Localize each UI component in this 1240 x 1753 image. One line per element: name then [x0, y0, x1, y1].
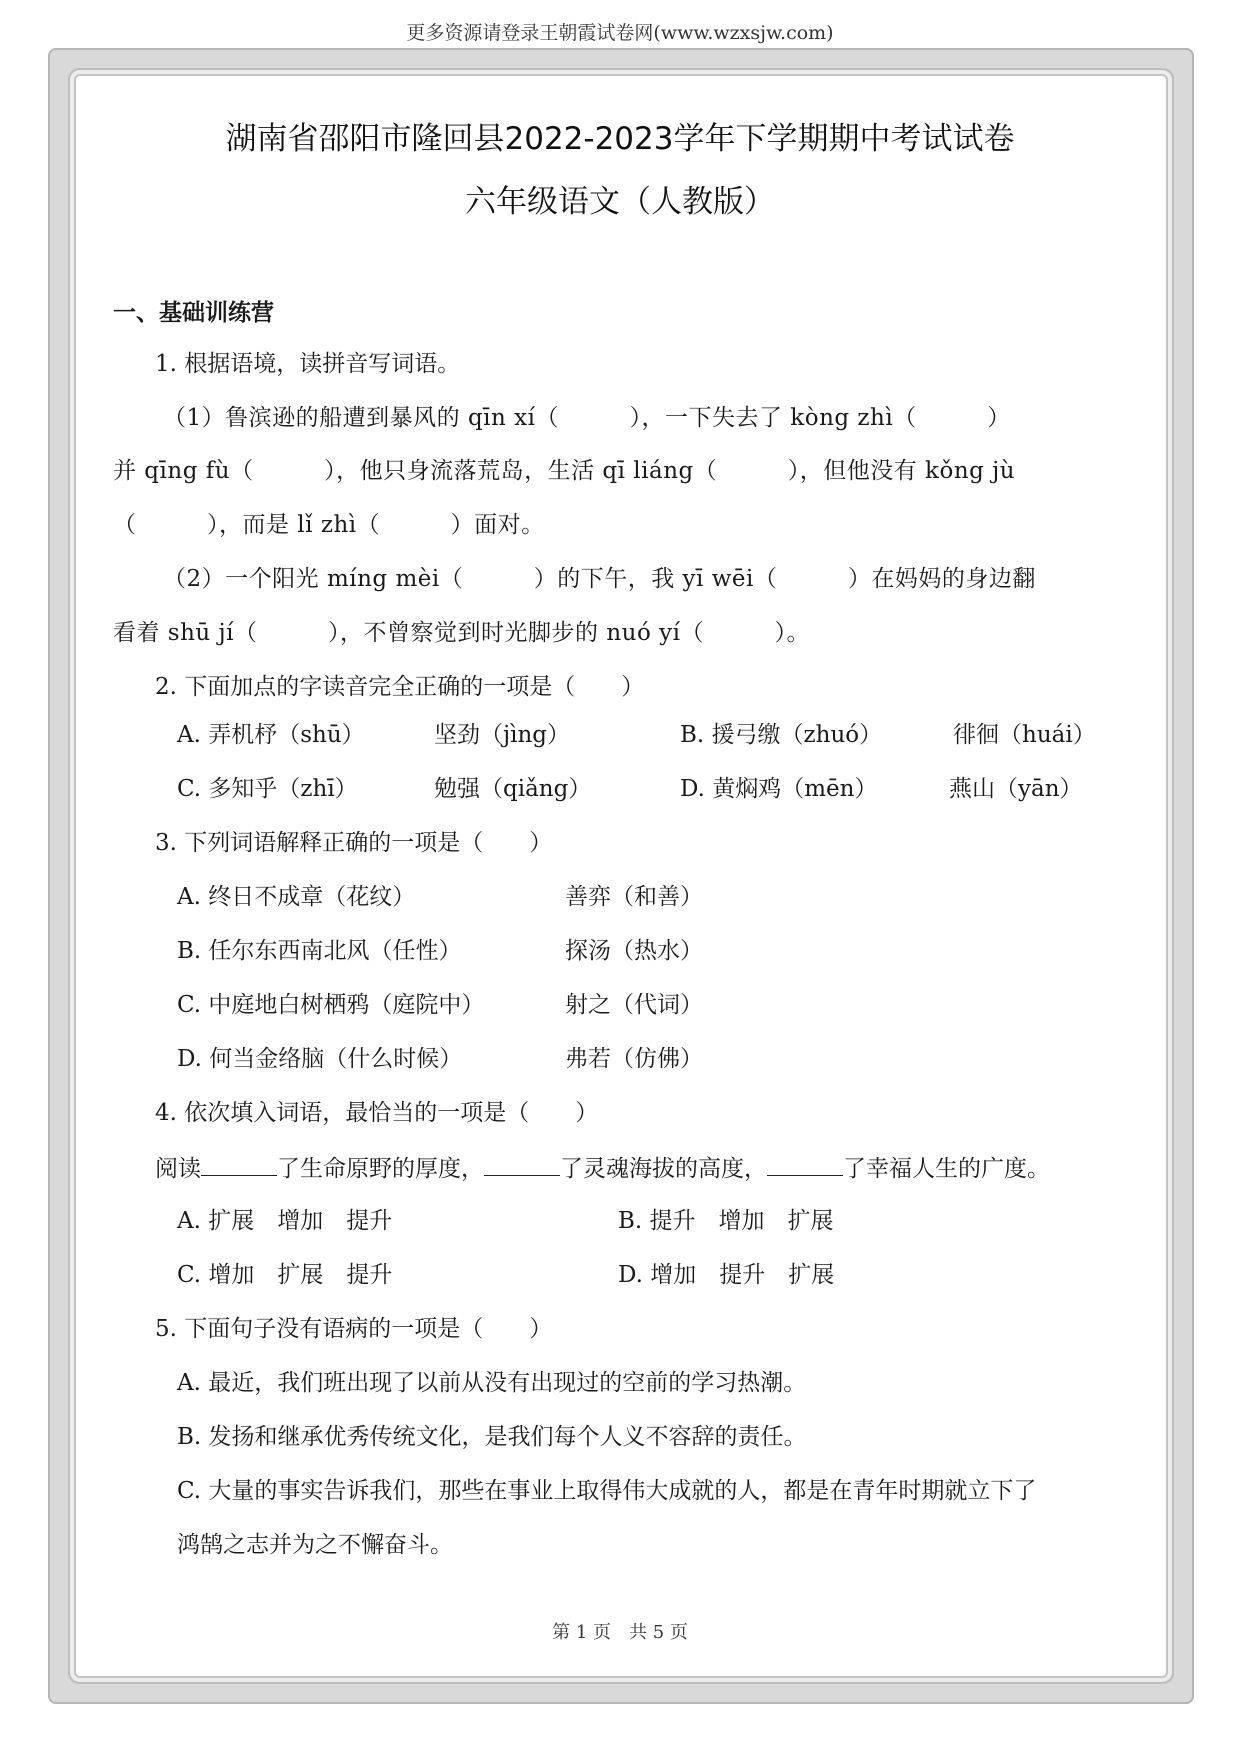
q4-sentence-part-1: 阅读	[155, 1156, 201, 1182]
q3-option-d-2: 弗若（仿佛）	[565, 1046, 703, 1072]
exam-title: 湖南省邵阳市隆回县2022-2023学年下学期期中考试试卷	[225, 121, 1015, 157]
q5-option-b: B. 发扬和继承优秀传统文化，是我们每个人义不容辞的责任。	[177, 1424, 807, 1450]
q2-option-a-1: A. 弄机杼（shū）	[177, 722, 365, 748]
q4-sentence-part-4: 了幸福人生的广度。	[843, 1156, 1050, 1182]
q2-option-d-1: D. 黄焖鸡（mēn）	[680, 776, 878, 802]
q4-fill-sentence	[155, 1151, 1050, 1185]
q4-option-b: B. 提升 增加 扩展	[618, 1208, 834, 1234]
question-3-stem: 3. 下列词语解释正确的一项是（ ）	[155, 830, 553, 856]
q3-option-c-2: 射之（代词）	[565, 992, 703, 1018]
question-5-stem: 5. 下面句子没有语病的一项是（ ）	[155, 1316, 553, 1342]
q1-part2-line2: 看着 shū jí（ ），不曾察觉到时光脚步的 nuó yí（ ）。	[113, 620, 810, 646]
q5-option-c-line1: C. 大量的事实告诉我们，那些在事业上取得伟大成就的人，都是在青年时期就立下了	[177, 1478, 1037, 1504]
question-2-stem: 2. 下面加点的字读音完全正确的一项是（ ）	[155, 674, 645, 700]
fill-blank-3	[767, 1151, 843, 1176]
section-heading: 一、基础训练营	[113, 300, 274, 326]
q4-sentence-part-2: 了生命原野的厚度，	[277, 1156, 484, 1182]
q2-option-b-1: B. 援弓缴（zhuó）	[680, 722, 883, 748]
q1-part1-line1: （1）鲁滨逊的船遭到暴风的 qīn xí（ ），一下失去了 kòng zhì（ ）	[163, 405, 1011, 431]
q4-option-a: A. 扩展 增加 提升	[177, 1208, 393, 1234]
question-1-stem: 1. 根据语境，读拼音写词语。	[155, 351, 461, 377]
q2-option-d-2: 燕山（yān）	[949, 776, 1083, 802]
q3-option-b-2: 探汤（热水）	[565, 938, 703, 964]
q1-part1-line2: 并 qīng fù（ ），他只身流落荒岛，生活 qī liáng（ ），但他没有 kǒng jù	[113, 458, 1016, 484]
site-header-note: 更多资源请登录王朝霞试卷网(www.wzxsjw.com)	[406, 22, 834, 44]
q4-option-c: C. 增加 扩展 提升	[177, 1262, 393, 1288]
fill-blank-2	[484, 1151, 560, 1176]
q3-option-d-1: D. 何当金络脑（什么时候）	[177, 1046, 463, 1072]
q2-option-c-1: C. 多知乎（zhī）	[177, 776, 358, 802]
q2-option-c-2: 勉强（qiǎng）	[434, 776, 592, 802]
q3-option-b-1: B. 任尔东西南北风（任性）	[177, 938, 462, 964]
question-4-stem: 4. 依次填入词语，最恰当的一项是（ ）	[155, 1100, 599, 1126]
page-number-footer: 第 1 页 共 5 页	[552, 1622, 688, 1643]
q2-option-a-2: 坚劲（jìng）	[434, 722, 571, 748]
q4-sentence-part-3: 了灵魂海拔的高度，	[560, 1156, 767, 1182]
fill-blank-1	[201, 1151, 277, 1176]
q4-option-d: D. 增加 提升 扩展	[618, 1262, 835, 1288]
q5-option-a: A. 最近，我们班出现了以前从没有出现过的空前的学习热潮。	[177, 1370, 807, 1396]
q2-option-b-2: 徘徊（huái）	[953, 722, 1096, 748]
q5-option-c-line2: 鸿鹄之志并为之不懈奋斗。	[177, 1532, 453, 1558]
q1-part2-line1: （2）一个阳光 míng mèi（ ）的下午，我 yī wēi（ ）在妈妈的身边翻	[163, 566, 1036, 592]
q3-option-a-1: A. 终日不成章（花纹）	[177, 884, 416, 910]
exam-subtitle: 六年级语文（人教版）	[465, 184, 775, 220]
q3-option-c-1: C. 中庭地白树栖鸦（庭院中）	[177, 992, 485, 1018]
q1-part1-line3: （ ），而是 lǐ zhì（ ）面对。	[113, 512, 545, 538]
q3-option-a-2: 善弈（和善）	[565, 884, 703, 910]
